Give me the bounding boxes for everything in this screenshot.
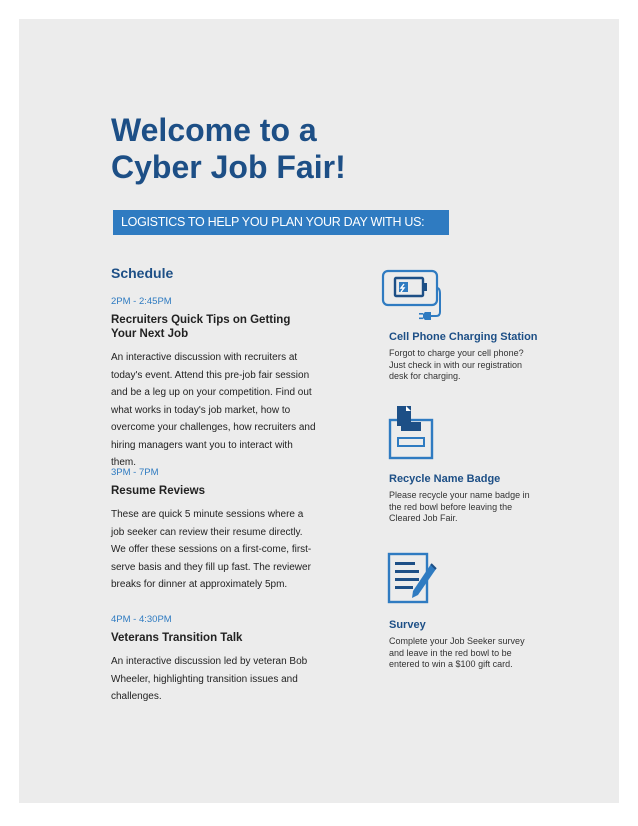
event-name — [111, 313, 316, 341]
event-description: An interactive discussion led by veteran Bob Wheeler, highlighting transition issues and challenges. — [111, 656, 308, 702]
schedule-event — [111, 296, 316, 472]
event-time: 4PM - 4:30PM — [111, 614, 172, 625]
amenity-description: Please recycle your name badge in the red bowl before leaving the Cleared Job Fair. — [389, 490, 530, 523]
schedule-heading: Schedule — [111, 265, 174, 281]
amenity-title: Survey — [389, 619, 426, 631]
title-line-2: Cyber Job Fair! — [111, 149, 346, 185]
logistics-banner: LOGISTICS TO HELP YOU PLAN YOUR DAY WITH US: — [113, 210, 449, 235]
amenity-item — [389, 472, 549, 525]
event-time: 3PM - 7PM — [111, 467, 159, 478]
amenity-item — [389, 618, 549, 671]
event-time: 2PM - 2:45PM — [111, 296, 172, 307]
amenity-description: Complete your Job Seeker survey and leave in the red bowl to be entered to win a $100 gift card. — [389, 636, 525, 669]
amenity-item — [389, 330, 549, 383]
event-name: Veterans Transition Talk — [111, 632, 243, 644]
event-description: These are quick 5 minute sessions where a job seeker can review their resume directly. We offer these sessions on a first-come, first-serve basis and they fill up fast. The reviewer breaks for dinner at approximately 5pm. — [111, 509, 312, 590]
schedule-event — [111, 467, 316, 594]
page-title — [111, 112, 441, 186]
battery-charging-icon — [381, 268, 441, 324]
event-name-line: Recruiters Quick Tips on Getting — [111, 314, 291, 326]
name-badge-icon — [388, 404, 436, 460]
amenity-description: Forgot to charge your cell phone? Just check in with our registration desk for charging. — [389, 348, 524, 381]
survey-icon — [387, 552, 439, 608]
event-name-line: Your Next Job — [111, 328, 189, 340]
amenity-title: Cell Phone Charging Station — [389, 331, 538, 343]
amenity-title: Recycle Name Badge — [389, 473, 501, 485]
schedule-event — [111, 614, 316, 706]
title-line-1: Welcome to a — [111, 112, 317, 148]
event-name: Resume Reviews — [111, 485, 205, 497]
event-description: An interactive discussion with recruiters at today's event. Attend this pre-job fair session and be a leg up on your competition. Find out what works in today's job market, how to overcome your challenges, how recruiters and hiring managers want you to interact with them. — [111, 352, 316, 468]
